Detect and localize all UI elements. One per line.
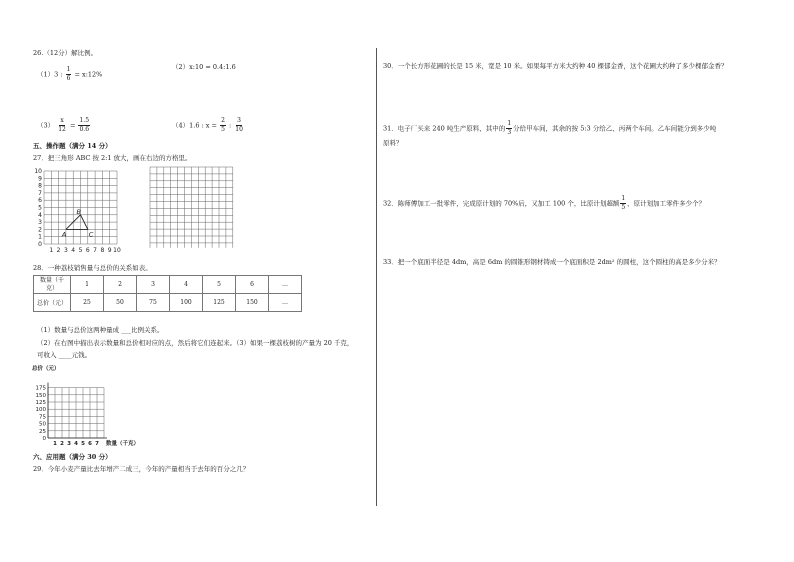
q26-p3-label: （3） [37,121,55,130]
x-tick-label: 5 [78,247,83,254]
table-cell: 75 [137,294,170,312]
x-tick-label: 1 [53,441,57,447]
x-tick-label: 3 [63,247,68,254]
table-cell: 100 [170,294,203,312]
q26-p1-rest: = x:12% [74,70,103,79]
table-header-cell: 总价（元） [34,294,71,312]
quantity-price-chart [30,364,160,448]
fraction: $\frac{2}{5}$ [221,117,225,133]
table-row [34,294,302,312]
section6-title: 六、应用题（满分 30 分） [33,453,112,461]
q33-text: 33．把一个底面半径是 4dm，高是 6dm 的圆锥形钢材铸成一个底面积是 2dm² 的圆柱，这个圆柱的高是多少分米？ [383,258,721,266]
y-tick-label: 75 [39,414,46,421]
y-tick-label: 175 [35,385,46,392]
q31-line2: 原料？ [383,139,403,147]
y-tick-label: 125 [35,400,46,406]
point-c-label: C [88,230,94,239]
x-tick-label: 6 [85,247,90,254]
table-cell: 3 [137,276,170,294]
chart-y-label: 总价（元） [32,366,60,372]
table-cell: 150 [236,294,269,312]
chart-x-label: 数量（千克） [106,441,140,447]
y-tick-label: 7 [38,189,42,197]
y-tick-label: 10 [34,168,42,175]
y-tick-label: 2 [38,226,42,234]
x-tick-label: 6 [88,441,92,447]
x-tick-label: 8 [100,247,105,254]
y-tick-label: 25 [39,428,46,435]
table-cell: 4 [170,276,203,294]
y-tick-label: 150 [35,392,46,399]
x-tick-label: 10 [113,247,121,254]
table-cell: … [269,294,302,312]
q26-p4-label: （4）1.6 : x = [172,121,217,130]
y-tick-label: 4 [38,211,42,219]
point-a-label: A [61,230,67,239]
table-cell: 5 [203,276,236,294]
point-b-label: B [76,207,81,216]
q26-part4 [172,118,245,133]
colon: : [228,121,232,130]
x-tick-label: 4 [74,441,78,447]
q29-text: 29．今年小麦产量比去年增产二成三，今年的产量相当于去年的百分之几？ [33,465,250,473]
y-tick-label: 6 [38,197,42,205]
table-cell: 2 [104,276,137,294]
q31-line1: 31．电子厂买来 240 吨生产原料，其中的 $\frac{1}{3}$ 分给甲车间，其余的按 5:3 分给乙、丙两个车间。乙车间能分到多少吨 [383,120,717,136]
q32-text: 32．陈师傅加工一批零件，完成原计划的 70%后，又加工 100 个，比原计划超额 $\frac{1}{5}$ ，原计划加工零件多少个？ [383,195,706,211]
q28-sub2-line1: （2）在右图中描出表示数量和总价相对应的点，然后将它们连起来。（3）如果一棵荔枝树的产量为 20 千克， [37,339,354,347]
y-tick-label: 9 [38,175,42,183]
q27-title: 27．把三角形 ABC 按 2:1 放大，画在右边的方格里。 [33,154,192,162]
q26-title: 26.（12分）解比例。 [33,49,98,57]
x-tick-label: 3 [67,441,71,447]
q26-part2: （2）x:10 = 0.4:1.6 [172,63,236,71]
equals-sign: = [69,121,76,130]
table-row [34,276,302,294]
fraction: $\frac{1}{3}$ [507,120,512,136]
fraction: $\frac{1.5}{0.6}$ [79,117,90,133]
y-tick-label: 100 [35,407,46,414]
table-cell: 25 [71,294,104,312]
x-tick-label: 7 [95,441,99,447]
blank-grid [148,166,234,249]
y-tick-label: 0 [42,436,46,442]
column-divider [376,48,377,506]
q28-title: 28．一种荔枝销售量与总价的关系如表。 [33,264,152,272]
x-tick-label: 5 [81,441,85,447]
table-cell: … [269,276,302,294]
fraction: $\frac{1}{5}$ [621,195,626,211]
q26-part3 [37,118,91,133]
q26-p1-label: （1）3 : [37,70,63,79]
table-cell: 1 [71,276,104,294]
x-tick-label: 2 [60,441,64,447]
x-tick-label: 7 [93,247,98,254]
y-tick-label: 8 [38,182,42,190]
q28-sub1: （1）数量与总价这两种量成 ___比例关系。 [37,326,164,334]
fraction: $\frac{1}{6}$ [66,66,71,82]
y-tick-label: 0 [38,241,42,248]
x-tick-label: 1 [49,247,54,254]
x-tick-label: 9 [107,247,112,254]
q26-part1 [37,67,102,82]
table-cell: 125 [203,294,236,312]
x-tick-label: 2 [56,247,61,254]
y-tick-label: 1 [38,233,42,241]
quantity-price-table [33,275,302,312]
fraction: $\frac{3}{10}$ [235,117,243,133]
table-header-cell: 数量（千 克） [34,276,71,294]
table-cell: 6 [236,276,269,294]
y-tick-label: 50 [39,421,46,428]
section5-title: 五、操作题（满分 14 分） [33,142,112,150]
q28-sub2-line2: 可收入 ____元钱。 [37,351,92,359]
y-tick-label: 3 [38,219,42,227]
fraction: $\frac{x}{12}$ [58,117,66,133]
table-cell: 50 [104,294,137,312]
y-tick-label: 5 [38,204,42,212]
x-tick-label: 4 [71,247,76,254]
q30-text: 30．一个长方形花圃的长是 15 米，宽是 10 米。如果每平方米大约种 40 棵郁金香，这个花圃大约种了多少棵郁金香？ [383,62,728,70]
triangle-grid [32,166,138,258]
